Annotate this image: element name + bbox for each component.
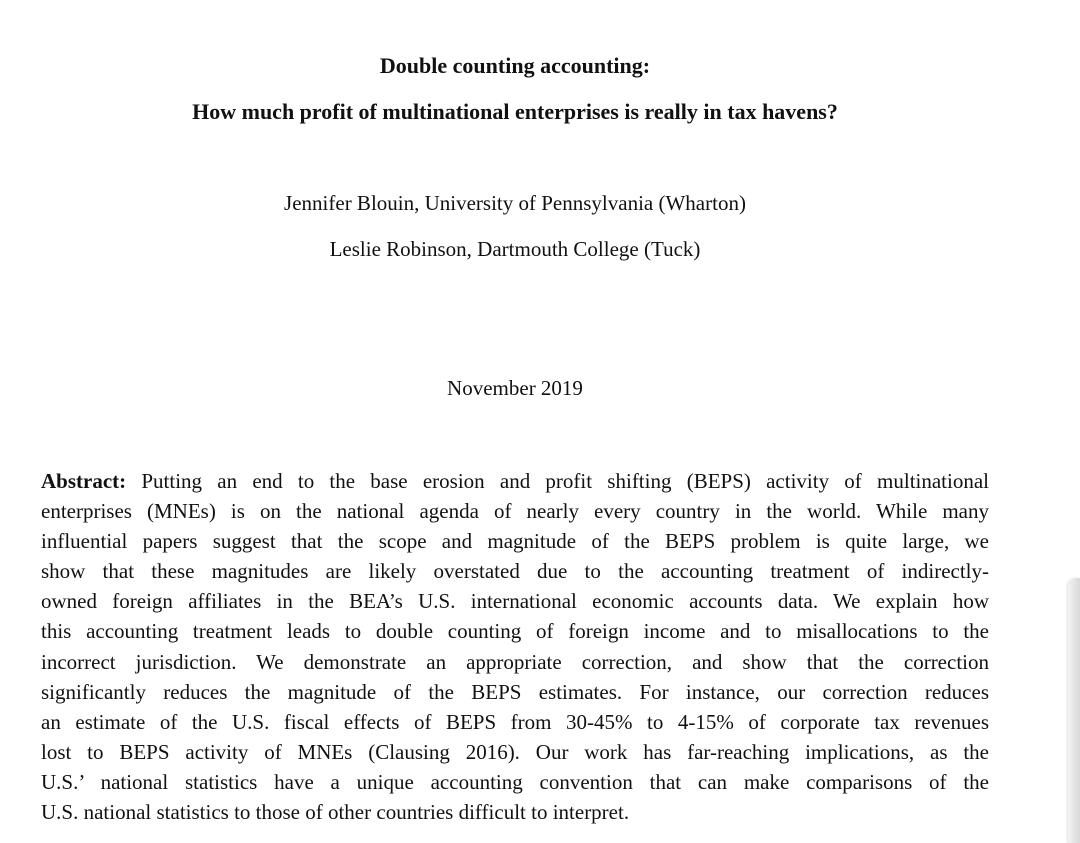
author-1: Jennifer Blouin, University of Pennsylvania (Wharton) <box>284 191 746 215</box>
abstract-line: significantly reduces the magnitude of the BEPS estimates. For instance, our correction reduces <box>41 679 989 704</box>
abstract-line: owned foreign affiliates in the BEA’s U.S. international economic accounts data. We explain how <box>41 589 989 614</box>
paper-title-line-2: How much profit of multinational enterprises is really in tax havens? <box>192 99 838 124</box>
abstract-line: this accounting treatment leads to double counting of foreign income and to misallocations to the <box>41 619 989 644</box>
abstract-line: incorrect jurisdiction. We demonstrate an appropriate correction, and show that the correction <box>41 649 989 674</box>
publication-date: November 2019 <box>447 376 583 400</box>
abstract-line: enterprises (MNEs) is on the national agenda of nearly every country in the world. While many <box>41 499 989 524</box>
abstract-line: influential papers suggest that the scope and magnitude of the BEPS problem is quite large, we <box>41 529 989 554</box>
abstract-line <box>41 466 989 496</box>
abstract-label: Abstract: <box>41 469 127 493</box>
abstract-line: U.S. national statistics to those of other countries difficult to interpret. <box>41 800 630 825</box>
abstract-line-text: Putting an end to the base erosion and profit shifting (BEPS) activity of multinational <box>141 469 990 493</box>
abstract-line: U.S.’ national statistics have a unique accounting convention that can make comparisons of the <box>41 769 989 794</box>
abstract-line: an estimate of the U.S. fiscal effects of BEPS from 30-45% to 4-15% of corporate tax revenues <box>41 709 989 734</box>
author-2: Leslie Robinson, Dartmouth College (Tuck) <box>329 237 701 261</box>
paper-title-line-1: Double counting accounting: <box>379 53 651 78</box>
abstract-line: show that these magnitudes are likely overstated due to the accounting treatment of indirectly- <box>41 559 989 584</box>
abstract-line: lost to BEPS activity of MNEs (Clausing 2016). Our work has far-reaching implications, as the <box>41 739 989 764</box>
abstract <box>41 466 989 827</box>
scrollbar-handle[interactable] <box>1068 578 1080 843</box>
